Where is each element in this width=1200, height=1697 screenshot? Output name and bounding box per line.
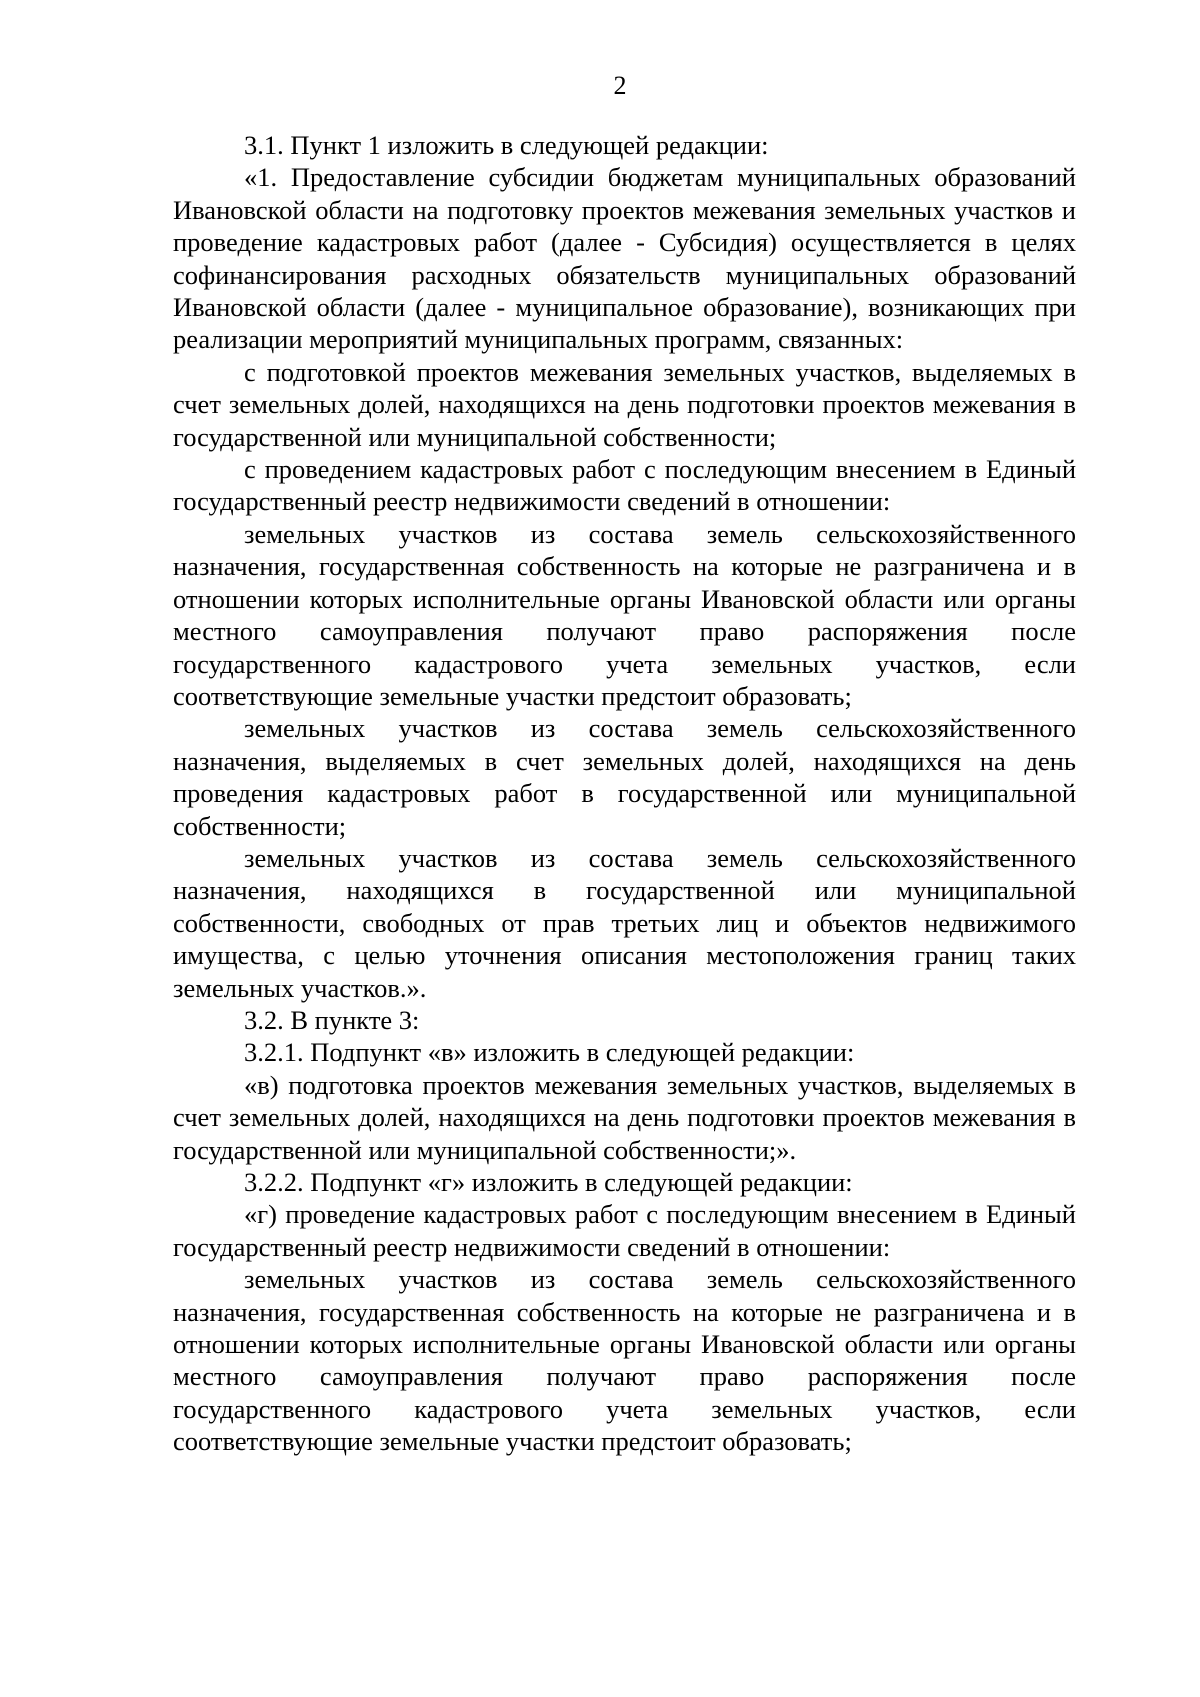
- paragraph-3-2-2-heading: 3.2.2. Подпункт «г» изложить в следующей редакции:: [244, 1167, 853, 1197]
- paragraph-subitem-g: «г) проведение кадастровых работ с последующим внесением в Единый государственный реестр недвижимости сведений в отношении:: [173, 1199, 1076, 1262]
- paragraph-boundary-clarification: земельных участков из состава земель сельскохозяйственного назначения, находящихся в государственной или муниципальной собственности, свободных от прав третьих лиц и объектов недвижимого имущества, с целью уточнения описания местоположения границ таких земельных участков.».: [173, 842, 1076, 1003]
- paragraph-survey-projects: с подготовкой проектов межевания земельных участков, выделяемых в счет земельных долей, находящихся на день подготовки проектов межевания в государственной или муниципальной собственности;: [173, 356, 1076, 452]
- paragraph-unallocated-lands-repeat: земельных участков из состава земель сельскохозяйственного назначения, государственная собственность на которые не разграничена и в отношении которых исполнительные органы Ивановской области или органы местного самоуправления получают право распоряжения после государственного кадастрового учета земельных участков, если соответствующие земельные участки предстоит образовать;: [173, 1264, 1076, 1457]
- paragraph-3-1-heading: 3.1. Пункт 1 изложить в следующей редакции:: [244, 130, 769, 160]
- paragraph-cadastral-works: с проведением кадастровых работ с последующим внесением в Единый государственный реестр недвижимости сведений в отношении:: [173, 454, 1076, 517]
- paragraph-item-1: «1. Предоставление субсидии бюджетам муниципальных образований Ивановской области на подготовку проектов межевания земельных участков и проведение кадастровых работ (далее - Субсидия) осуществляется в целях софинансирования расходных обязательств муниципальных образований Ивановской области (далее - муниципальное образование), возникающих при реализации мероприятий муниципальных программ, связанных:: [173, 162, 1076, 355]
- document-body: [173, 129, 1076, 1458]
- paragraph-3-2-heading: 3.2. В пункте 3:: [244, 1004, 420, 1035]
- page-number: 2: [613, 71, 627, 100]
- paragraph-subitem-v: «в) подготовка проектов межевания земельных участков, выделяемых в счет земельных долей, находящихся на день подготовки проектов межевания в государственной или муниципальной собственности;».: [173, 1069, 1076, 1165]
- paragraph-land-shares: земельных участков из состава земель сельскохозяйственного назначения, выделяемых в счет земельных долей, находящихся на день проведения кадастровых работ в государственной или муниципальной собственности;: [173, 713, 1076, 841]
- paragraph-unallocated-lands: земельных участков из состава земель сельскохозяйственного назначения, государственная собственность на которые не разграничена и в отношении которых исполнительные органы Ивановской области или органы местного самоуправления получают право распоряжения после государственного кадастрового учета земельных участков, если соответствующие земельные участки предстоит образовать;: [173, 518, 1076, 711]
- paragraph-3-2-1-heading: 3.2.1. Подпункт «в» изложить в следующей редакции:: [244, 1037, 855, 1068]
